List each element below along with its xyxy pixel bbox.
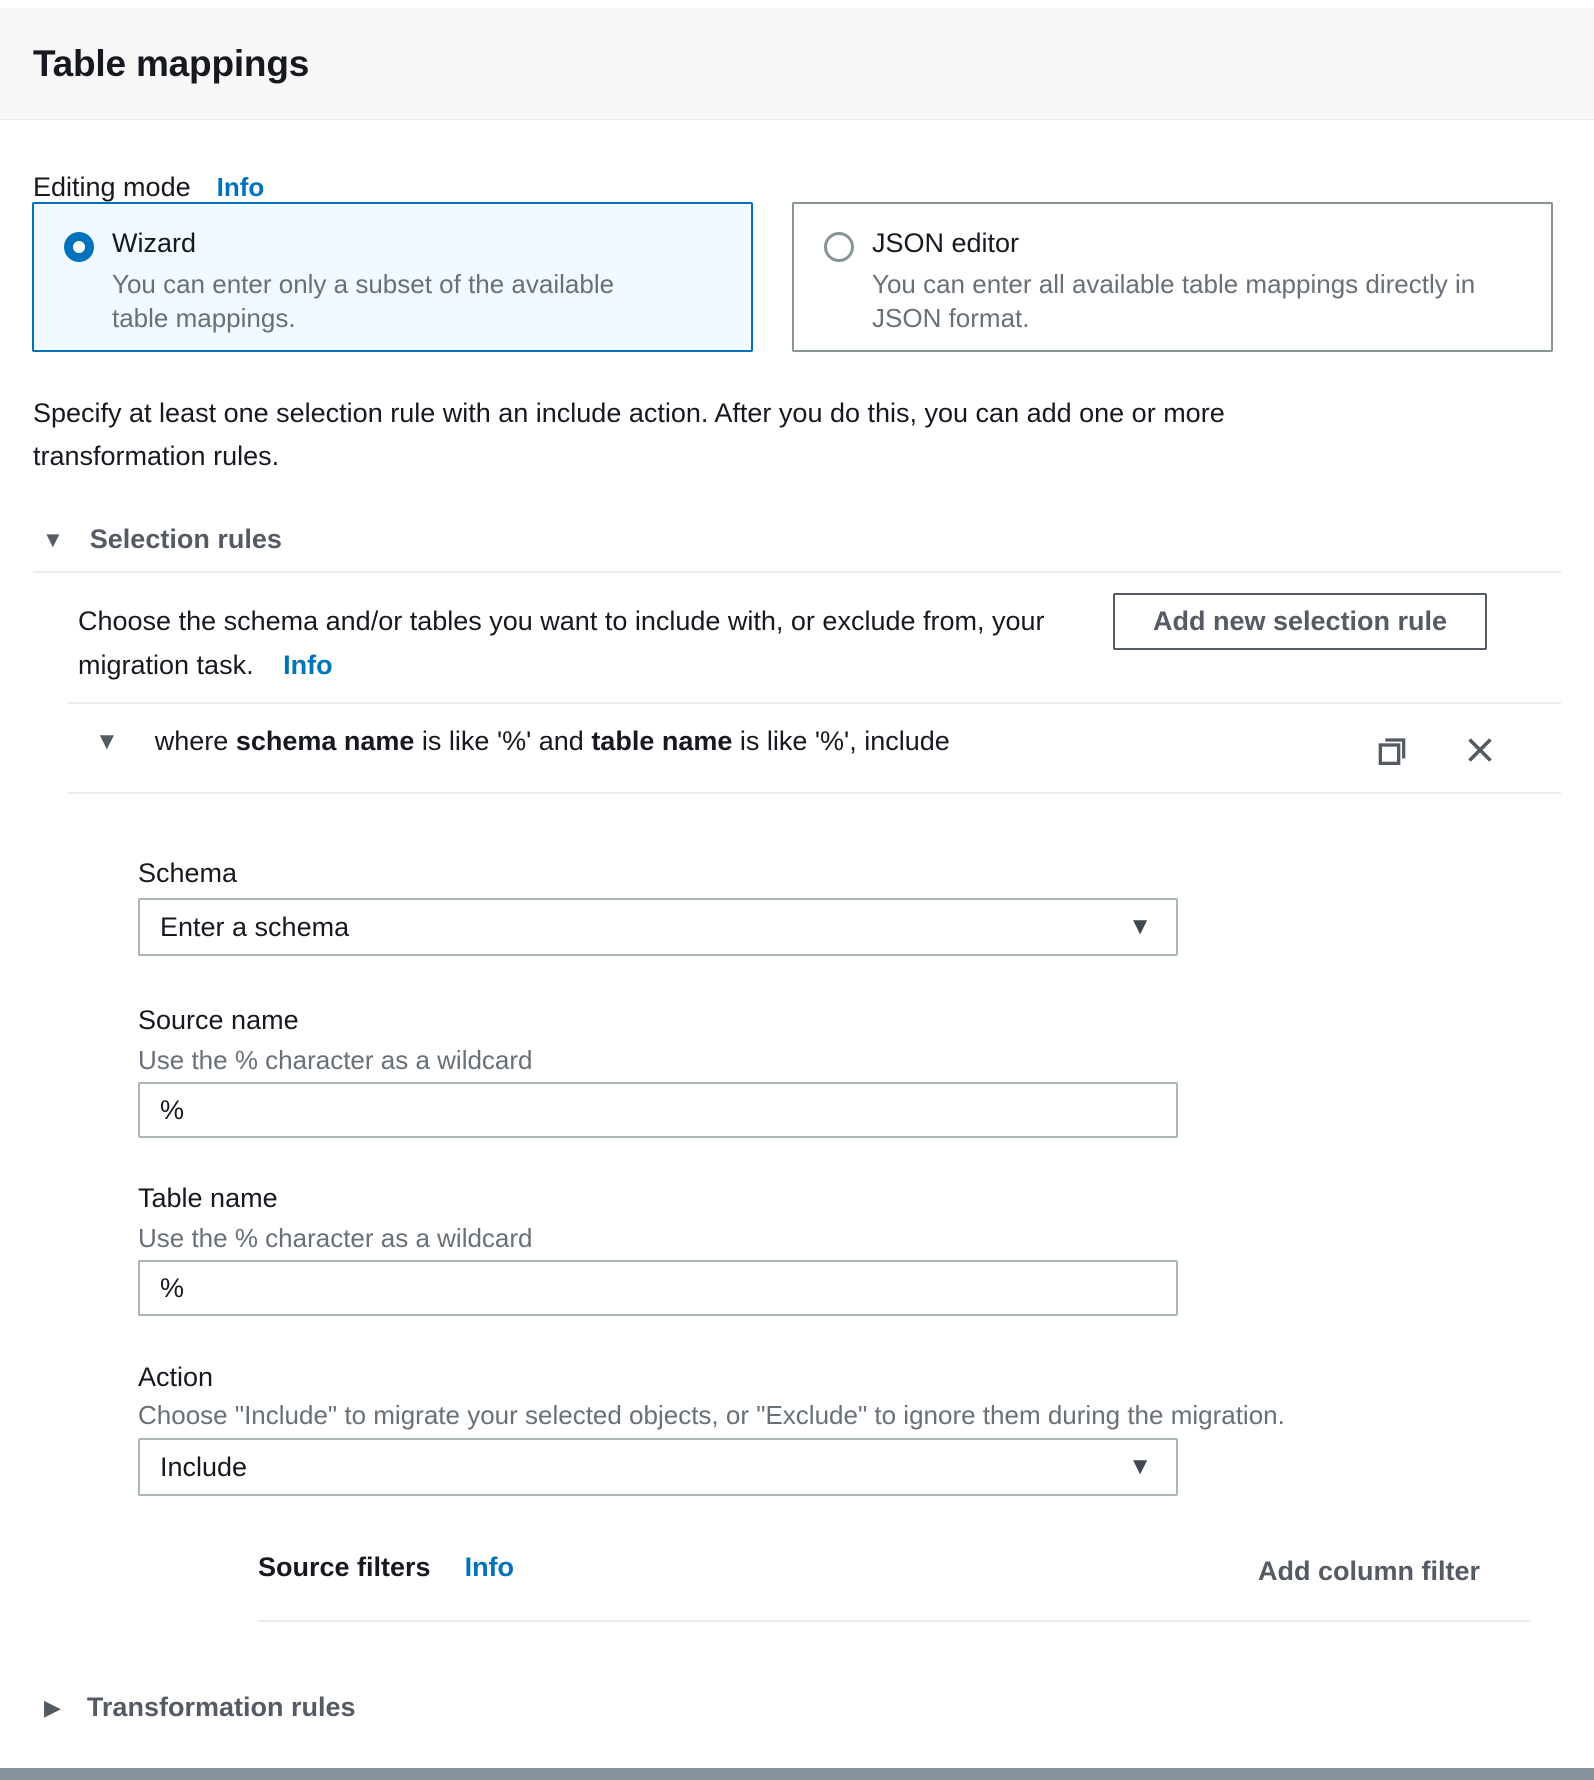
editing-mode-info-link[interactable]: Info [216, 172, 265, 202]
editing-mode-option-wizard[interactable] [32, 202, 753, 352]
triangle-down-icon: ▼ [95, 727, 119, 755]
transformation-rules-section-toggle[interactable] [44, 1692, 356, 1723]
rule-summary: where schema name is like '%' and table name is like '%', include [154, 726, 950, 756]
selection-rules-description: Choose the schema and/or tables you want to include with, or exclude from, your migration task. Info [78, 606, 1045, 680]
panel-header [0, 8, 1594, 120]
triangle-down-icon: ▼ [42, 526, 64, 552]
section-divider [33, 571, 1561, 573]
copy-rule-button[interactable] [1370, 728, 1414, 772]
source-name-label: Source name [138, 1005, 299, 1035]
page-title: Table mappings [33, 42, 310, 84]
source-filters-label: Source filters [258, 1552, 431, 1582]
rule-header-divider [68, 792, 1561, 794]
source-name-input[interactable] [138, 1082, 1178, 1138]
radio-selected-icon[interactable] [64, 232, 94, 262]
source-filters-info-link[interactable]: Info [464, 1552, 515, 1582]
remove-rule-button[interactable] [1458, 728, 1502, 772]
add-column-filter-button[interactable]: Add column filter [1258, 1556, 1480, 1586]
chevron-down-icon: ▼ [1128, 1453, 1152, 1480]
bottom-edge-bar [0, 1768, 1594, 1780]
table-name-hint: Use the % character as a wildcard [138, 1223, 533, 1253]
selection-rules-section-toggle[interactable] [42, 524, 282, 555]
action-select-value: Include [160, 1451, 248, 1482]
json-editor-option-label: JSON editor [872, 228, 1020, 258]
action-label: Action [138, 1362, 214, 1392]
selection-rules-title: Selection rules [89, 524, 282, 554]
transformation-rules-title: Transformation rules [86, 1692, 356, 1722]
table-name-input[interactable] [138, 1260, 1178, 1316]
copy-icon [1372, 730, 1412, 770]
add-selection-rule-button[interactable]: Add new selection rule [1113, 593, 1487, 650]
wizard-option-label: Wizard [112, 228, 197, 258]
editing-mode-option-json-editor[interactable] [792, 202, 1553, 352]
source-filters-divider [258, 1620, 1530, 1622]
schema-label: Schema [138, 858, 238, 888]
triangle-right-icon: ▶ [44, 1694, 61, 1720]
rule-top-divider [68, 702, 1561, 704]
source-name-hint: Use the % character as a wildcard [138, 1045, 533, 1075]
action-select[interactable] [138, 1438, 1178, 1496]
wizard-option-description: You can enter only a subset of the available table mappings. [112, 269, 615, 334]
action-hint: Choose "Include" to migrate your selected objects, or "Exclude" to ignore them during the migration. [138, 1400, 1285, 1430]
close-icon [1462, 732, 1498, 768]
schema-select-value: Enter a schema [160, 911, 350, 942]
editing-mode-label: Editing mode [33, 172, 191, 202]
table-name-label: Table name [138, 1183, 278, 1213]
rule-expand-toggle[interactable] [95, 726, 950, 757]
radio-unselected-icon[interactable] [824, 232, 854, 262]
selection-rules-info-link[interactable]: Info [283, 649, 333, 680]
json-editor-option-description: You can enter all available table mappings directly in JSON format. [872, 269, 1476, 334]
intro-text: Specify at least one selection rule with an include action. After you do this, you can add one or more transformation rules. [33, 398, 1225, 472]
schema-select[interactable] [138, 898, 1178, 956]
chevron-down-icon: ▼ [1128, 913, 1152, 940]
